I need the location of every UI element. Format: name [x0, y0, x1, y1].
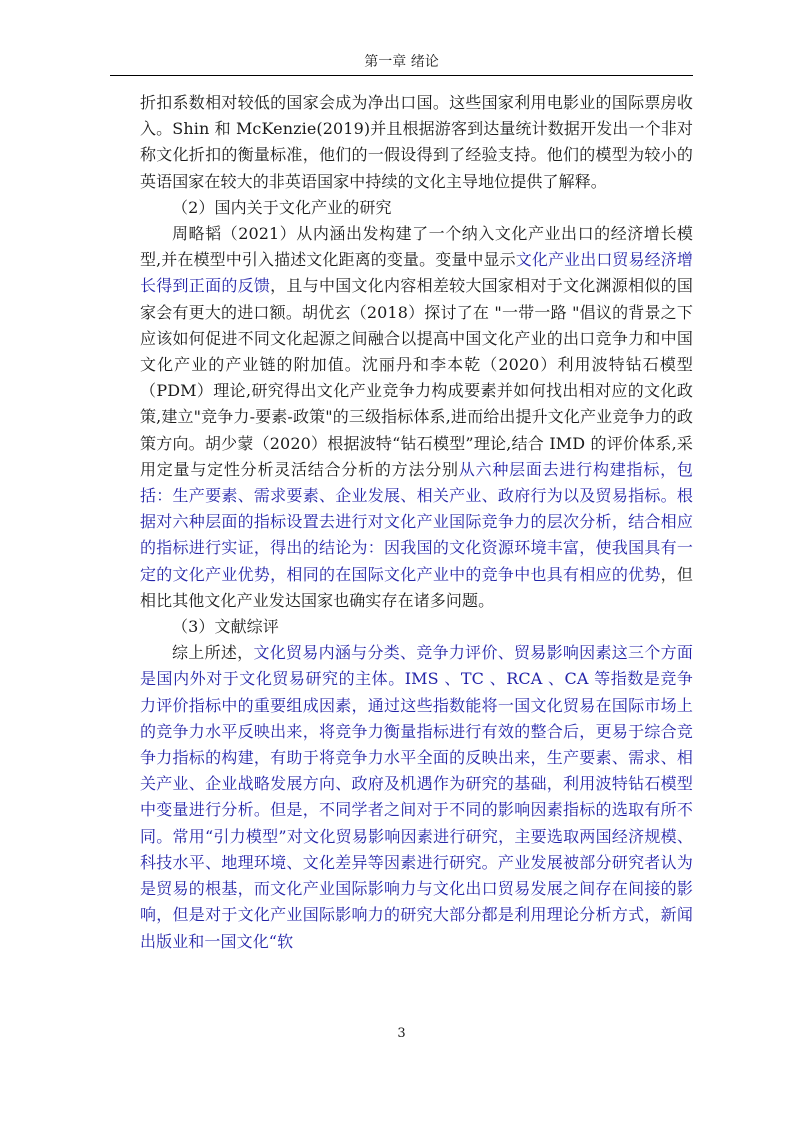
highlighted-text: 文化产业出口贸易经济增长得到正面的反馈 [140, 250, 693, 296]
page-header-title: 第一章 绪论 [364, 54, 439, 70]
page-number: 3 [397, 1026, 406, 1041]
paragraph-text: 综上所述， [172, 643, 254, 663]
paragraph-text: ，且与中国文化内容相差较大国家相对于文化渊源相似的国家会有更大的进口额。胡优玄（2018）探讨了在 "一带一路 "倡议的背景之下应该如何促进不同文化起源之间融合以提高中国文化产业的出口竞争力和中国文化产业的产业链的附加值。沈丽丹和李本乾（2020）利用波特钻石模型（PDM）理论,研究得出文化产业竞争力构成要素并如何找出相对应的文化政策,建立"竞争力-要素-政策"的三级指标体系,进而给出提升文化产业竞争力的政策方向。胡少蒙（2020）根据波特“钻石模型”理论,结合 IMD 的评价体系,采用定量与定性分析灵活结合分析的方法分别 [140, 276, 693, 479]
paragraph-domestic-research [140, 221, 693, 614]
paragraph-text: ，但相比其他文化产业发达国家也确实存在诸多问题。 [140, 564, 693, 610]
paragraph-literature-review [140, 640, 693, 954]
paragraph-intro-text: 折扣系数相对较低的国家会成为净出口国。这些国家利用电影业的国际票房收入。Shin 和 McKenzie(2019)并且根据游客到达量统计数据开发出一个非对称文化折扣的衡量标准，他们的一假设得到了经验支持。他们的模型为较小的英语国家在较大的非英语国家中持续的文化主导地位提供了解释。 [140, 93, 693, 191]
section-heading-domestic-research: （2）国内关于文化产业的研究 [172, 197, 392, 217]
header-divider [110, 75, 693, 76]
paragraph-text: 周略韬（2021）从内涵出发构建了一个纳入文化产业出口的经济增长模型,并在模型中引入描述文化距离的变量。变量中显示 [140, 224, 693, 270]
paragraph-intro [140, 90, 693, 195]
highlighted-text: 从六种层面去进行构建指标，包括：生产要素、需求要素、企业发展、相关产业、政府行为以及贸易指标。根据对六种层面的指标设置去进行对文化产业国际竞争力的层次分析，结合相应的指标进行实证，得出的结论为：因我国的文化资源环境丰富，使我国具有一定的文化产业优势，相同的在国际文化产业中的竞争中也具有相应的优势 [140, 459, 693, 584]
highlighted-text: 文化贸易内涵与分类、竞争力评价、贸易影响因素这三个方面是国内外对于文化贸易研究的主体。IMS 、TC 、RCA 、CA 等指数是竞争力评价指标中的重要组成因素，通过这些指数能将一国文化贸易在国际市场上的竞争力水平反映出来，将竞争力衡量指标进行有效的整合后，更易于综合竞争力指标的构建，有助于将竞争力水平全面的反映出来，生产要素、需求、相关产业、企业战略发展方向、政府及机遇作为研究的基础，利用波特钻石模型中变量进行分析。但是，不同学者之间对于不同的影响因素指标的选取有所不同。常用“引力模型”对文化贸易影响因素进行研究，主要选取两国经济规模、科技水平、地理环境、文化差异等因素进行研究。产业发展被部分研究者认为是贸易的根基，而文化产业国际影响力与文化出口贸易发展之间存在间接的影响，但是对于文化产业国际影响力的研究大部分都是利用理论分析方式，新闻出版业和一国文化“软 [140, 643, 693, 951]
page-body [140, 90, 693, 955]
section-heading-literature-review: （3）文献综评 [172, 617, 279, 637]
